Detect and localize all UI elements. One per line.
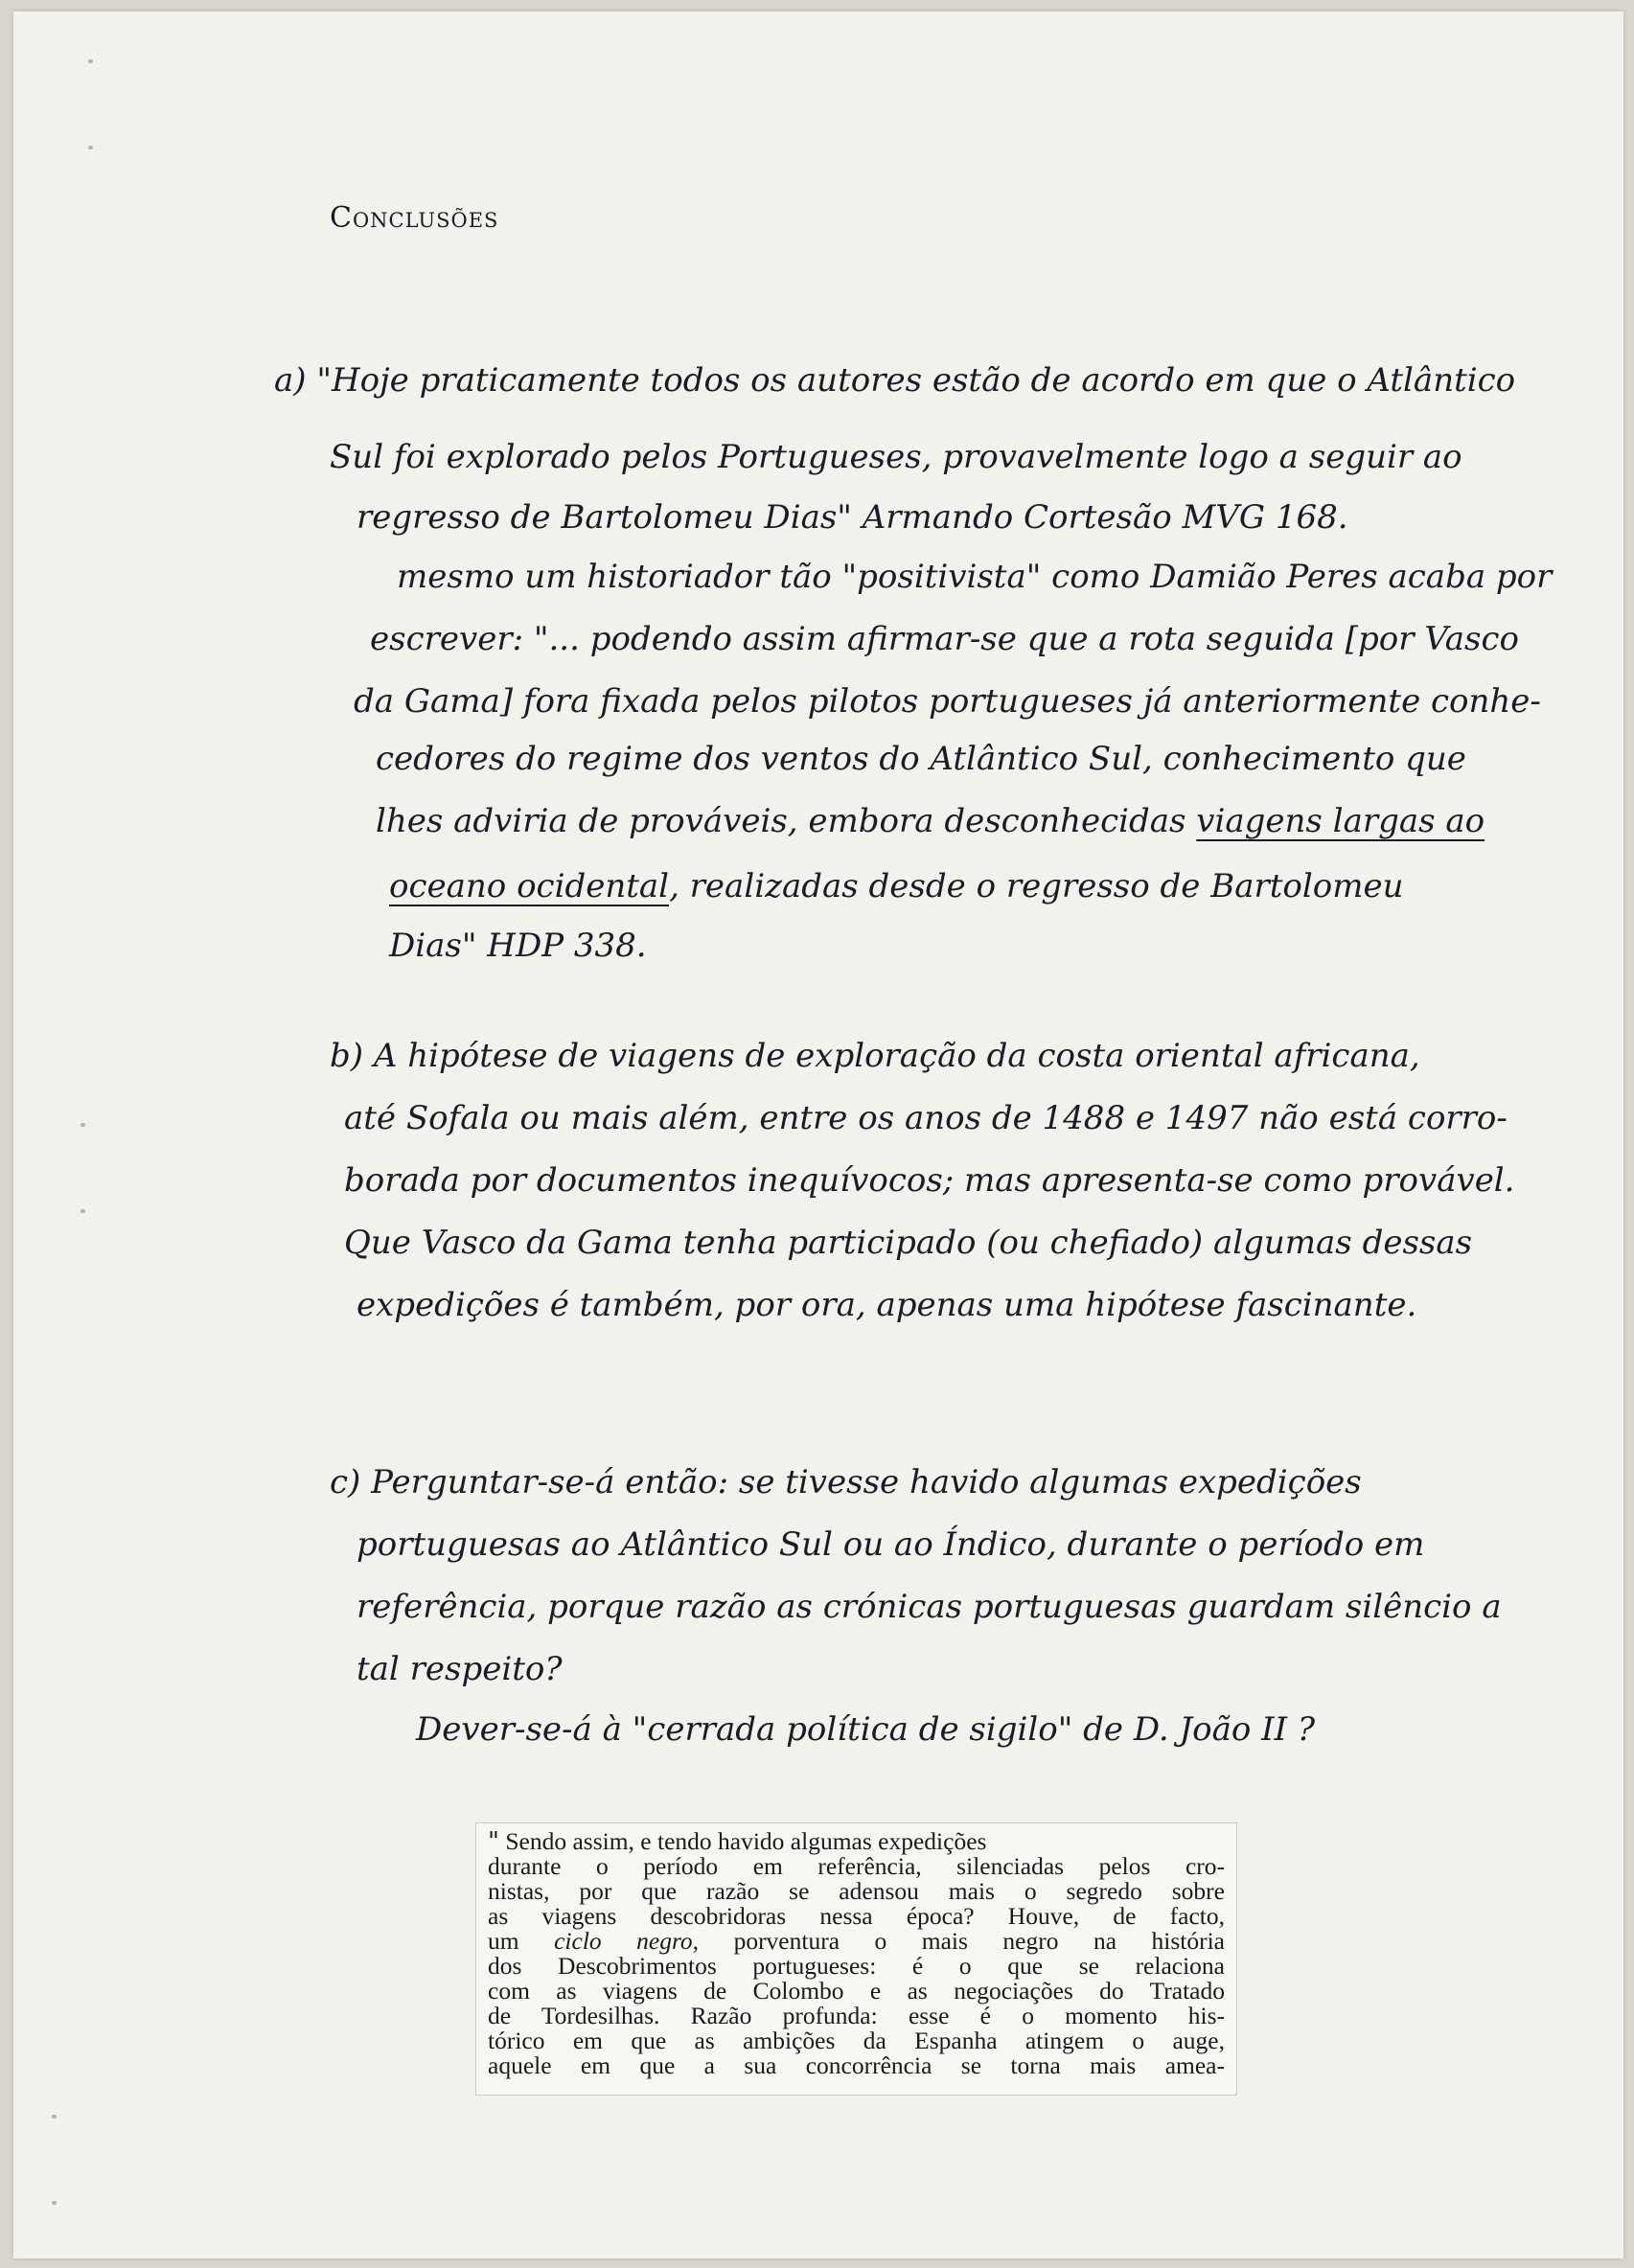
clipping-line: tórico em que as ambições da Espanha atingem o auge, [488, 2027, 1225, 2054]
document-page [13, 11, 1623, 2258]
section-a-line [389, 867, 1403, 905]
page-heading: Conclusões [330, 201, 499, 235]
clipping-line-text: porventura o mais negro na história [733, 1927, 1226, 1955]
clipping-line: com as viagens de Colombo e as negociações do Tratado [488, 1977, 1225, 2005]
clipping-line [488, 1929, 1225, 1954]
punch-mark [81, 1209, 85, 1213]
section-b-line: Que Vasco da Gama tenha participado (ou chefiado) algumas dessas [344, 1224, 1473, 1262]
section-a-line-text: , realizadas desde o regresso de Bartolomeu [669, 867, 1404, 905]
section-a-line: Dias" HDP 338. [389, 927, 647, 965]
handwritten-quote-mark: " [488, 1827, 499, 1856]
underlined-phrase: oceano ocidental [389, 867, 670, 905]
clipping-line: de Tordesilhas. Razão profunda: esse é o momento his- [488, 2002, 1225, 2029]
section-a-line: mesmo um historiador tão "positivista" como Damião Peres acaba por [397, 558, 1553, 596]
newspaper-clipping [475, 1822, 1237, 2096]
clipping-line-text: Sendo assim, e tendo havido algumas expedições [505, 1827, 987, 1855]
punch-mark [88, 59, 93, 63]
clipping-line: aquele em que a sua concorrência se torna mais amea- [488, 2051, 1225, 2079]
punch-mark [52, 2115, 57, 2119]
section-a-line: regresso de Bartolomeu Dias" Armando Cortesão MVG 168. [357, 498, 1348, 537]
section-b-line: borada por documentos inequívocos; mas apresenta-se como provável. [344, 1161, 1515, 1200]
section-c-line: tal respeito? [357, 1650, 563, 1688]
section-a-line: escrever: "... podendo assim afirmar-se que a rota seguida [por Vasco [370, 620, 1519, 658]
clipping-italic-phrase: ciclo negro, [554, 1927, 700, 1955]
section-a-line: a) "Hoje praticamente todos os autores estão de acordo em que o Atlântico [274, 361, 1516, 400]
section-a-line [376, 802, 1484, 840]
section-b-line: até Sofala ou mais além, entre os anos de 1488 e 1497 não está corro- [344, 1099, 1507, 1137]
underlined-phrase: viagens largas ao [1196, 802, 1485, 840]
section-b-line: b) A hipótese de viagens de exploração da costa oriental africana, [330, 1037, 1420, 1075]
section-c-line: portuguesas ao Atlântico Sul ou ao Índico, durante o período em [357, 1525, 1425, 1564]
punch-mark [52, 2201, 57, 2205]
clipping-line-text: um [488, 1927, 519, 1955]
section-c-line: c) Perguntar-se-á então: se tivesse havido algumas expedições [330, 1463, 1362, 1501]
clipping-line: dos Descobrimentos portugueses: é o que se relaciona [488, 1952, 1225, 1980]
section-c-line: Dever-se-á à "cerrada política de sigilo" de D. João II ? [416, 1710, 1316, 1749]
section-a-line: cedores do regime dos ventos do Atlântico Sul, conhecimento que [376, 740, 1466, 778]
clipping-line: nistas, por que razão se adensou mais o segredo sobre [488, 1877, 1225, 1905]
clipping-line: as viagens descobridoras nessa época? Houve, de facto, [488, 1902, 1225, 1930]
clipping-line [488, 1829, 1225, 1854]
section-a-line: da Gama] fora fixada pelos pilotos portugueses já anteriormente conhe- [354, 682, 1541, 721]
section-c-line: referência, porque razão as crónicas portuguesas guardam silêncio a [357, 1588, 1502, 1626]
section-b-line: expedições é também, por ora, apenas uma hipótese fascinante. [357, 1286, 1417, 1324]
clipping-line: durante o período em referência, silenciadas pelos cro- [488, 1852, 1225, 1880]
section-a-line-text: lhes adviria de prováveis, embora desconhecidas [376, 802, 1186, 840]
punch-mark [88, 146, 93, 149]
punch-mark [81, 1123, 85, 1127]
section-a-line: Sul foi explorado pelos Portugueses, provavelmente logo a seguir ao [330, 438, 1462, 476]
